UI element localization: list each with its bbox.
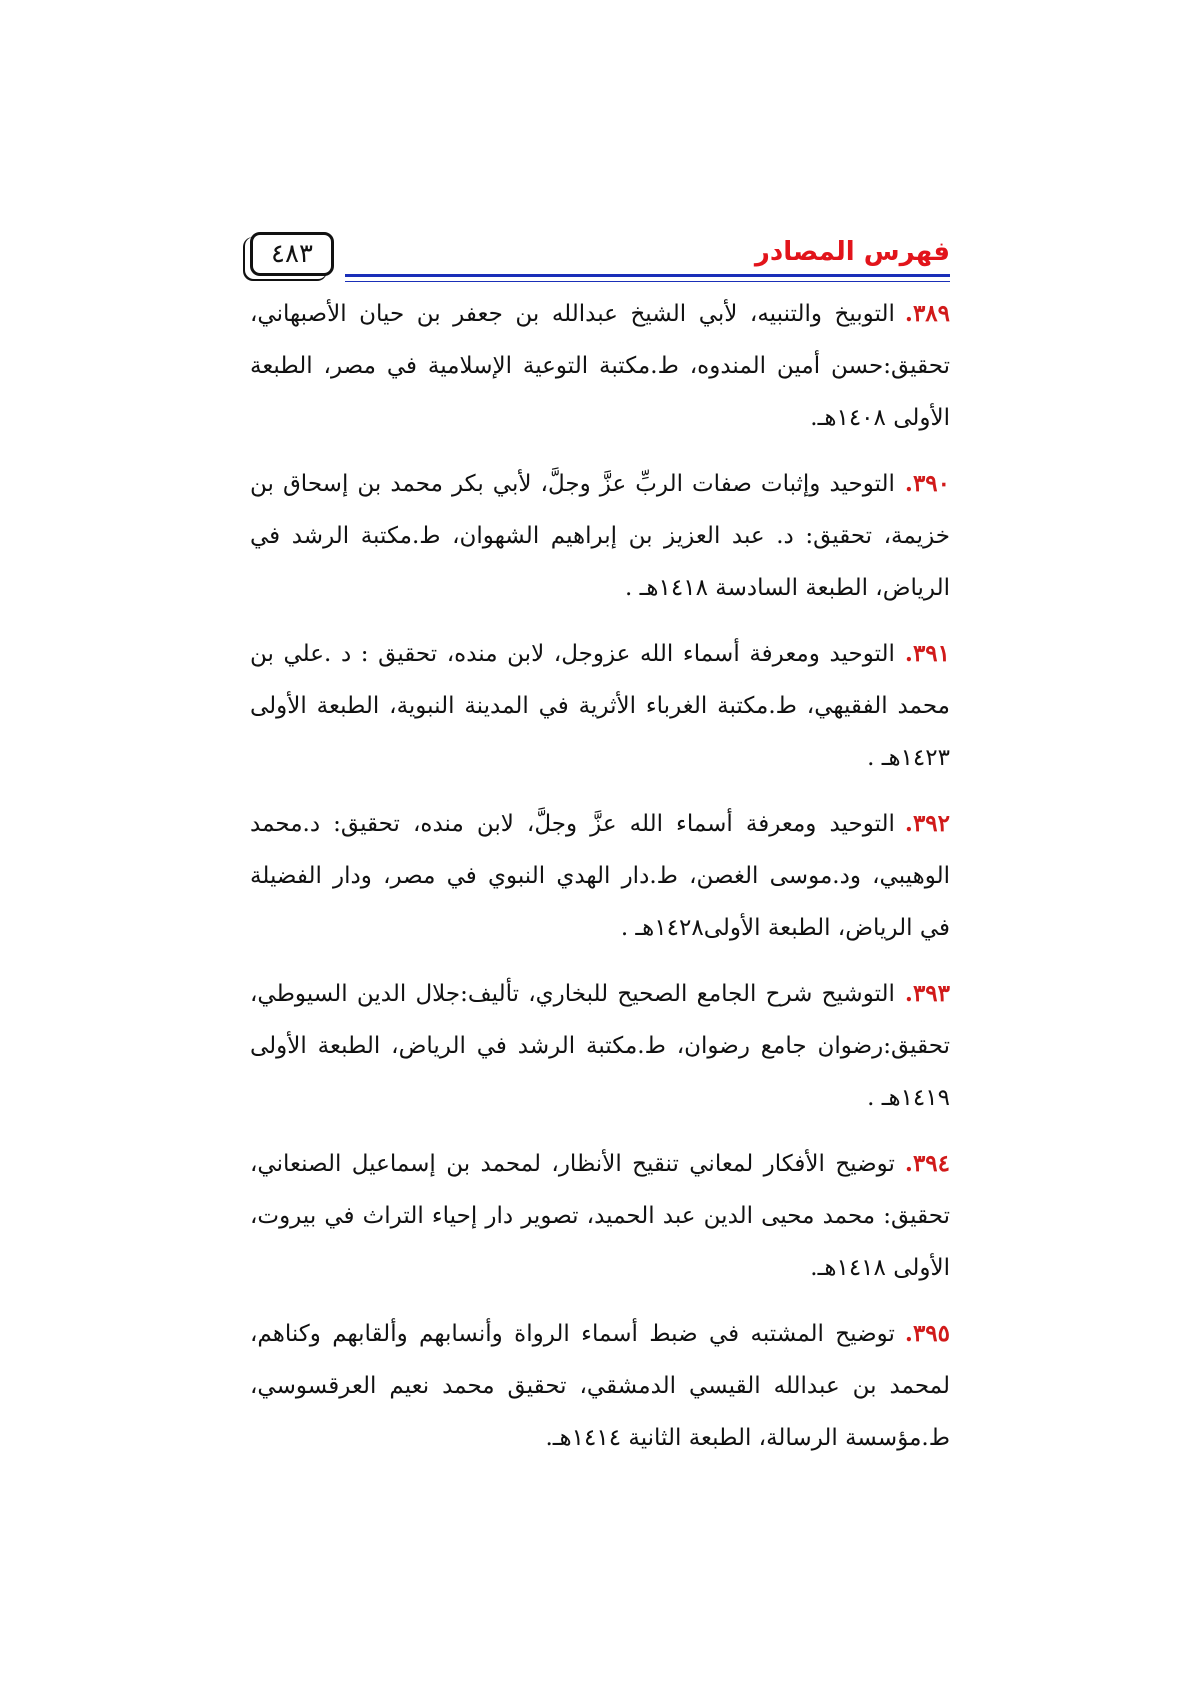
entry-number: ٣٩٥. (904, 1320, 950, 1347)
bibliography-entry (250, 1308, 950, 1464)
bibliography-entry (250, 798, 950, 954)
entry-text: التوحيد ومعرفة أسماء الله عزَّ وجلَّ، لابن منده، تحقيق: د.محمد الوهيبي، ود.موسى الغصن، ط.دار الهدي النبوي في مصر، ودار الفضيلة في الرياض، الطبعة الأولى١٤٢٨هـ . (250, 811, 950, 941)
entry-number: ٣٨٩. (904, 300, 950, 327)
entry-number: ٣٩٢. (904, 810, 950, 837)
bibliography-entry (250, 968, 950, 1124)
section-title: فهرس المصادر (754, 237, 950, 267)
header-rule-thick (345, 274, 950, 277)
entry-text: توضيح الأفكار لمعاني تنقيح الأنظار، لمحمد بن إسماعيل الصنعاني، تحقيق: محمد محيى الدين عبد الحميد، تصوير دار إحياء التراث في بيروت، الأولى ١٤١٨هـ. (250, 1151, 950, 1281)
entry-text: التوحيد ومعرفة أسماء الله عزوجل، لابن منده، تحقيق : د .علي بن محمد الفقيهي، ط.مكتبة الغرباء الأثرية في المدينة النبوية، الطبعة الأولى ١٤٢٣هـ . (250, 641, 950, 771)
bibliography-entry (250, 458, 950, 614)
entry-text: توضيح المشتبه في ضبط أسماء الرواة وأنسابهم وألقابهم وكناهم، لمحمد بن عبدالله القيسي الدمشقي، تحقيق محمد نعيم العرقسوسي، ط.مؤسسة الرسالة، الطبعة الثانية ١٤١٤هـ. (250, 1321, 950, 1451)
entry-text: التوشيح شرح الجامع الصحيح للبخاري، تأليف:جلال الدين السيوطي، تحقيق:رضوان جامع رضوان، ط.مكتبة الرشد في الرياض، الطبعة الأولى ١٤١٩هـ . (250, 981, 950, 1111)
entry-number: ٣٩٠. (904, 470, 950, 497)
page-number: ٤٨٣ (250, 232, 334, 276)
entry-text: التوحيد وإثبات صفات الربِّ عزَّ وجلَّ، لأبي بكر محمد بن إسحاق بن خزيمة، تحقيق: د. عبد العزيز بن إبراهيم الشهوان، ط.مكتبة الرشد في الرياض، الطبعة السادسة ١٤١٨هـ . (250, 471, 950, 601)
bibliography-list (250, 288, 950, 1478)
entry-number: ٣٩٣. (904, 980, 950, 1007)
entry-number: ٣٩٤. (904, 1150, 950, 1177)
bibliography-entry (250, 628, 950, 784)
entry-text: التوبيخ والتنبيه، لأبي الشيخ عبدالله بن جعفر بن حيان الأصبهاني، تحقيق:حسن أمين المندوه، ط.مكتبة التوعية الإسلامية في مصر، الطبعة الأولى ١٤٠٨هـ. (250, 301, 950, 431)
bibliography-entry (250, 288, 950, 444)
bibliography-entry (250, 1138, 950, 1294)
entry-number: ٣٩١. (904, 640, 950, 667)
header-rule-thin (345, 281, 950, 282)
